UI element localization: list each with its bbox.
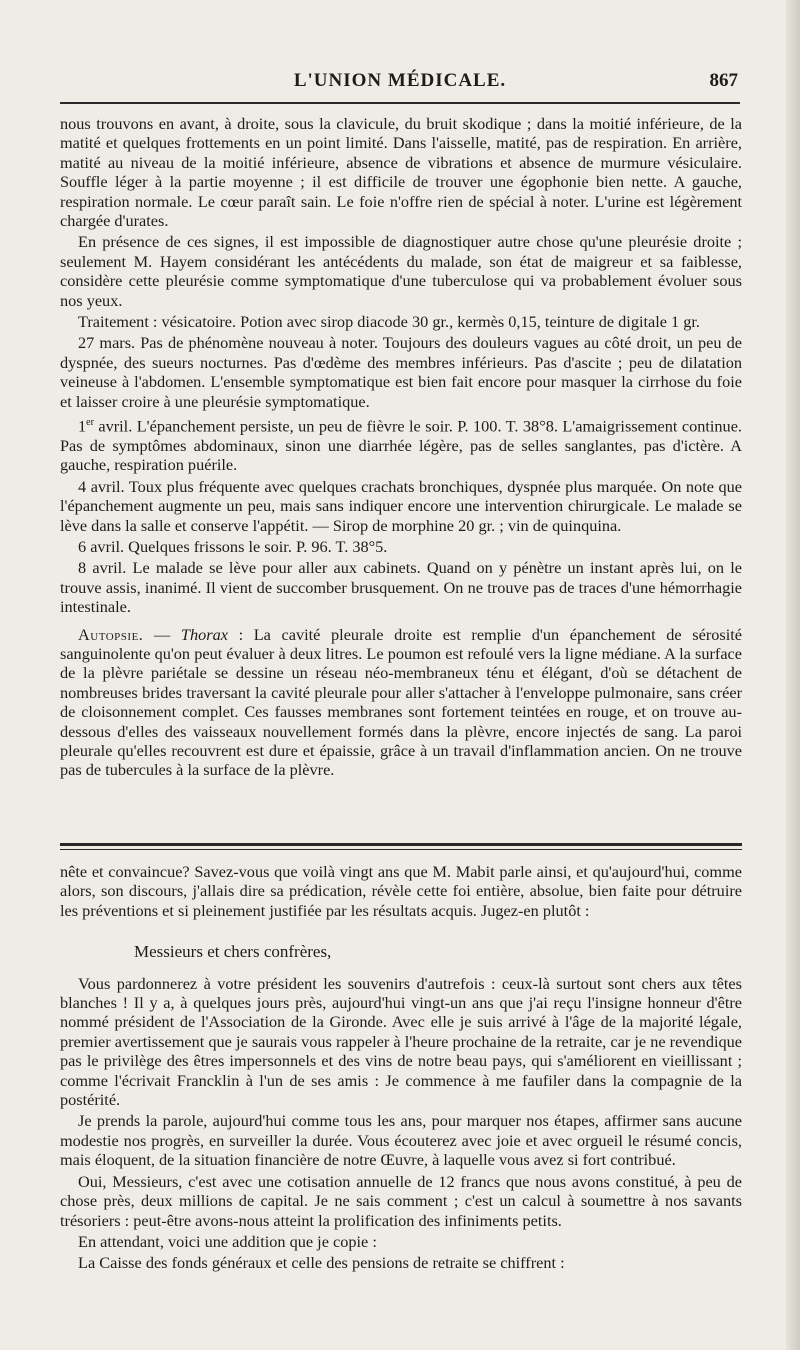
observation-paragraph [60,413,742,475]
page-edge-shadow [786,0,800,1350]
salutation: Messieurs et chers confrères, [134,942,332,962]
observation-paragraph: Traitement : vésicatoire. Potion avec sirop diacode 30 gr., kermès 0,15, teinture de digitale 1 gr. [78,312,701,332]
speech-paragraph: Vous pardonnerez à votre président les souvenirs d'autrefois : ceux-là surtout sont chers aux têtes blanches ! Il y a, à quelques jours près, aujourd'hui vingt-un ans que j'ai reçu l'insigne honneur d'être nommé président de l'Association de la Gironde. Avec elle je suis arrivé à l'âge de la majorité légale, premier avertissement que je saurais vous rappeler à l'heure prochaine de la retraite, car je ne revendique pas le privilège des êtres impersonnels et des vins de notre beau pays, qui s'améliorent en vieillissant ; comme l'écrivait Francklin à l'un de ses amis : Je commence à me faufiler dans la compagnie de la postérité. [60,973,742,1110]
page-number: 867 [709,70,738,91]
observation-paragraph: En présence de ces signes, il est impossible de diagnostiquer autre chose qu'une pleurésie droite ; seulement M. Hayem considérant les antécédents du malade, son état de maigreur et sa faiblesse, considère cette pleurésie comme symptomatique d'une tuberculose qui va probablement évoluer sous nos yeux. [60,232,742,310]
running-header [60,66,740,100]
thorax-label: Thorax [180,624,228,644]
feuilleton-intro: nête et convaincue? Savez-vous que voilà vingt ans que M. Mabit parle ainsi, et qu'aujourd'hui, comme alors, son discours, j'allais dire sa prédication, révèle cette foi entière, absolue, bien faite pour détruire les préventions et si pleinement justifiée par les résultats acquis. Jugez-en plutôt : [60,862,742,920]
header-rule [60,102,740,104]
observation-paragraph: 4 avril. Toux plus fréquente avec quelques crachats bronchiques, dyspnée plus marquée. On note que l'épanchement augmente un peu, mais sans indiquer encore une intervention chirurgicale. Le malade se lève dans la salle et conserve l'appétit. — Sirop de morphine 20 gr. ; vin de quinquina. [60,476,742,535]
paragraph-text: avril. L'épanchement persiste, un peu de fièvre le soir. P. 100. T. 38°8. L'amaigrissement continue. Pas de symptômes abdominaux, sinon une diarrhée légère, pas de selles sanglantes, pas d'ictère. A gauche, respiration puérile. [60,416,742,475]
autopsy-paragraph [60,625,742,780]
speech-paragraph: Je prends la parole, aujourd'hui comme tous les ans, pour marquer nos étapes, affirmer sans aucune modestie nos progrès, en surveiller la durée. Vous écouterez avec joie et avec orgueil le résumé concis, mais éloquent, de la situation financière de notre Œuvre, à laquelle vous avez si fort contribué. [60,1111,742,1170]
autopsy-text: : La cavité pleurale droite est remplie d'un épanchement de sérosité sanguinolente qu'on peut évaluer à deux litres. Le poumon est refoulé vers la ligne médiane. A la surface de la plèvre pariétale se dessine un réseau néo-membraneux ténu et élégant, d'où se détachent de nombreuses brides traversant la cavité pleurale pour aller s'attacher à l'enveloppe pulmonaire, sans créer de cloisonnement complet. Ces fausses membranes sont fortement teintées en rouge, et on trouve au-dessous d'elles des vaisseaux nouvellement formés dans la plèvre, encore injectés de sang. La paroi pleurale qu'elles recouvrent est dure et épaissie, grâce à un travail d'inflammation ancien. On ne trouve pas de tubercules à la surface de la plèvre. [60,624,742,780]
speech-paragraph: La Caisse des fonds généraux et celle des pensions de retraite se chiffrent : [78,1253,565,1273]
observation-paragraph: 27 mars. Pas de phénomène nouveau à noter. Toujours des douleurs vagues au côté droit, un peu de dyspnée, des sueurs nocturnes. Pas d'œdème des membres inférieurs. Pas d'ascite ; peu de dilatation veineuse à l'abdomen. L'ensemble symptomatique est bien fait encore pour masquer la cirrhose du foie et laisser croire à une pleurésie symptomatique. [60,333,742,411]
observation-paragraph: nous trouvons en avant, à droite, sous la clavicule, du bruit skodique ; dans la moitié inférieure, de la matité et quelques frottements en un point limité. Dans l'aisselle, matité, pas de respiration. En arrière, matité au niveau de la moitié inférieure, absence de vibrations et absence de murmure vésiculaire. Souffle léger à la partie moyenne ; il est difficile de trouver une égophonie bien nette. A gauche, respiration normale. Le cœur paraît sain. Le foie n'offre rien de spécial à noter. L'urine est légèrement chargée d'urates. [60,114,742,231]
clinical-observation [60,114,742,782]
observation-paragraph: 6 avril. Quelques frissons le soir. P. 96. T. 38°5. [78,536,388,556]
autopsy-label: Autopsie. [78,624,144,644]
speech-paragraph: Oui, Messieurs, c'est avec une cotisation annuelle de 12 francs que nous avons constitué, à peu de chose près, deux millions de capital. Je ne sais comment ; c'est un calcul à soumettre à nos savants trésoriers : peut-être avons-nous atteint la prolification des infiniments petits. [60,1171,742,1230]
speech-paragraph: En attendant, voici une addition que je copie : [78,1231,377,1251]
ordinal-superscript: er [86,417,94,429]
observation-paragraph: 8 avril. Le malade se lève pour aller aux cabinets. Quand on y pénètre un instant après lui, on le trouve assis, inanimé. Il vient de succomber brusquement. On ne trouve pas de traces d'une hémorrhagie intestinale. [60,558,742,617]
journal-title: L'UNION MÉDICALE. [293,70,507,91]
date-number: 1 [78,416,87,436]
section-divider [60,843,742,850]
feuilleton-section [60,862,742,1275]
dash: — [143,624,181,644]
